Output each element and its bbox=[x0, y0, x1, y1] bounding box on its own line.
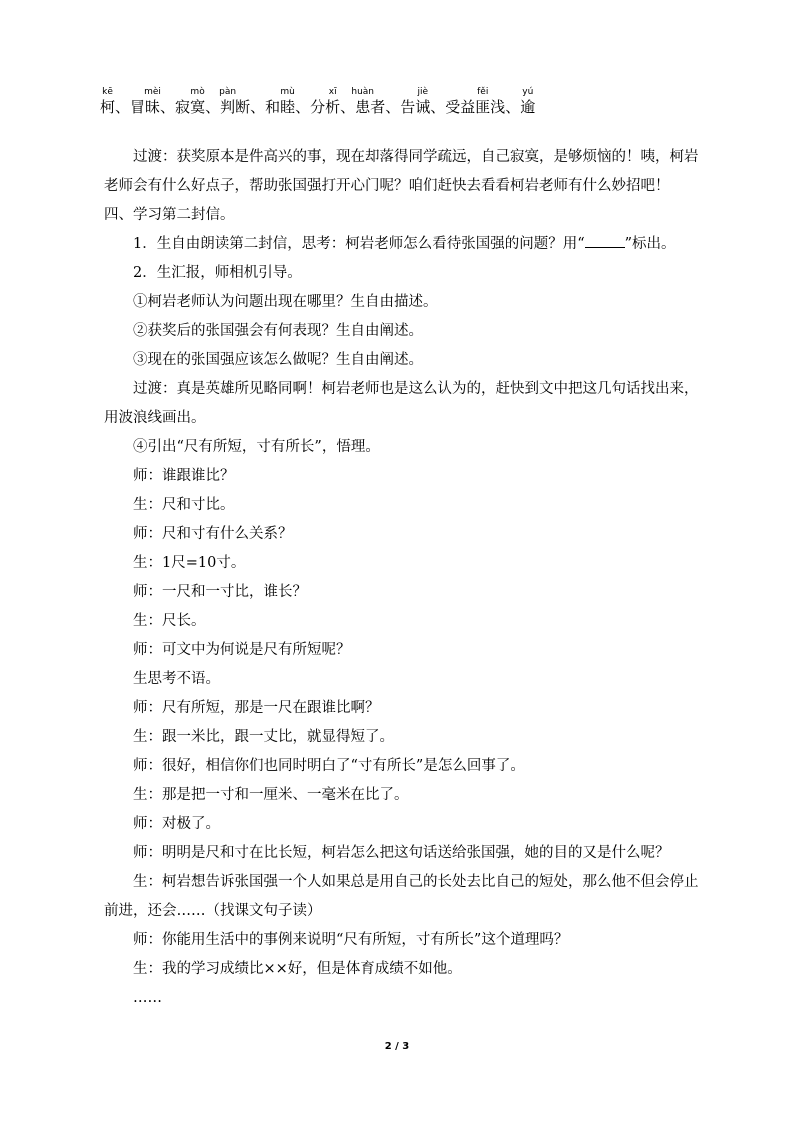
paragraph: 过渡：真是英雄所见略同啊！柯岩老师也是这么认为的，赶快到文中把这几句话找出来，用波浪线画出。 bbox=[104, 381, 699, 426]
vocabulary-text: 、冒 bbox=[115, 98, 146, 116]
vocabulary-text: 、分 bbox=[295, 98, 326, 116]
page-number: 2 / 3 bbox=[384, 1041, 410, 1052]
hanzi-character: 匪 bbox=[475, 98, 491, 116]
annotated-character bbox=[325, 87, 341, 116]
hanzi-character: 逾 bbox=[520, 98, 536, 116]
pinyin-annotation: yú bbox=[522, 87, 534, 97]
paragraph-text: 1．生自由朗读第二封信，思考：柯岩老师怎么看待张国强的问题？用“ bbox=[133, 236, 585, 252]
annotated-character bbox=[415, 87, 431, 116]
paragraph: 四、学习第二封信。 bbox=[104, 207, 235, 223]
paragraph: 生：尺和寸比。 bbox=[133, 497, 235, 513]
pinyin-annotation: jiè bbox=[417, 87, 428, 97]
vocabulary-text: 、 bbox=[205, 98, 221, 116]
vocabulary-text: 、受益 bbox=[430, 98, 476, 116]
hanzi-character: 析 bbox=[325, 98, 341, 116]
hanzi-character: 睦 bbox=[280, 98, 296, 116]
fill-in-blank bbox=[585, 233, 625, 248]
hanzi-character: 患 bbox=[355, 98, 371, 116]
paragraph: 过渡：获奖原本是件高兴的事，现在却落得同学疏远，自己寂寞，是够烦恼的！咦，柯岩老师会有什么好点子，帮助张国强打开心门呢？咱们赶快去看看柯岩老师有什么妙招吧！ bbox=[104, 149, 699, 194]
paragraph: ②获奖后的张国强会有何表现？生自由阐述。 bbox=[133, 323, 423, 339]
paragraph: 师：尺有所短，那是一尺在跟谁比啊？ bbox=[133, 700, 380, 716]
paragraph: …… bbox=[133, 990, 162, 1006]
hanzi-character: 诫 bbox=[415, 98, 431, 116]
paragraph: ①柯岩老师认为问题出现在哪里？生自由描述。 bbox=[133, 294, 438, 310]
annotated-character bbox=[190, 87, 206, 116]
paragraph: 师：谁跟谁比？ bbox=[133, 468, 235, 484]
paragraph: 生：1尺=10寸。 bbox=[133, 555, 246, 571]
annotated-character bbox=[100, 87, 116, 116]
pinyin-annotation: mù bbox=[280, 87, 295, 97]
paragraph: 生思考不语。 bbox=[133, 671, 220, 687]
hanzi-character: 昧 bbox=[145, 98, 161, 116]
pinyin-annotation: pàn bbox=[219, 87, 237, 97]
pinyin-annotation: huàn bbox=[351, 87, 375, 97]
paragraph: 师：尺和寸有什么关系？ bbox=[133, 526, 293, 542]
paragraph: 师：一尺和一寸比，谁长？ bbox=[133, 584, 307, 600]
paragraph: 师：可文中为何说是尺有所短呢？ bbox=[133, 642, 351, 658]
paragraph: 生：柯岩想告诉张国强一个人如果总是用自己的长处去比自己的短处，那么他不但会停止前进，还会……（找课文句子读） bbox=[104, 874, 699, 919]
annotated-character bbox=[475, 87, 491, 116]
pinyin-vocabulary-line bbox=[100, 87, 536, 140]
pinyin-annotation: mèi bbox=[144, 87, 161, 97]
vocabulary-text: 、寂 bbox=[160, 98, 191, 116]
paragraph: 师：对极了。 bbox=[133, 816, 220, 832]
paragraph: 师：你能用生活中的事例来说明“尺有所短，寸有所长”这个道理吗？ bbox=[133, 932, 569, 948]
hanzi-character: 柯 bbox=[100, 98, 116, 116]
paragraph: 师：很好，相信你们也同时明白了“寸有所长”是怎么回事了。 bbox=[133, 758, 525, 774]
vocabulary-text: 断、和 bbox=[235, 98, 281, 116]
vocabulary-text: 浅、 bbox=[490, 98, 521, 116]
pinyin-annotation: xī bbox=[328, 87, 337, 97]
hanzi-character: 判 bbox=[220, 98, 236, 116]
annotated-character bbox=[144, 87, 161, 116]
hanzi-character: 寞 bbox=[190, 98, 206, 116]
paragraph: ④引出“尺有所短，寸有所长”，悟理。 bbox=[133, 439, 380, 455]
paragraph bbox=[104, 230, 704, 259]
annotated-character bbox=[351, 87, 375, 116]
pinyin-annotation: mò bbox=[190, 87, 205, 97]
paragraph: ③现在的张国强应该怎么做呢？生自由阐述。 bbox=[133, 352, 423, 368]
paragraph: 生：我的学习成绩比××好，但是体育成绩不如他。 bbox=[133, 961, 462, 977]
pinyin-annotation: kē bbox=[102, 87, 113, 97]
paragraph: 2．生汇报，师相机引导。 bbox=[133, 265, 302, 281]
vocabulary-text: 、 bbox=[340, 98, 356, 116]
paragraph-text: ”标出。 bbox=[624, 236, 676, 252]
pinyin-annotation: fěi bbox=[477, 87, 489, 97]
document-body bbox=[104, 143, 704, 1013]
annotated-character bbox=[520, 87, 536, 116]
paragraph: 生：尺长。 bbox=[133, 613, 206, 629]
paragraph: 生：那是把一寸和一厘米、一毫米在比了。 bbox=[133, 787, 409, 803]
vocabulary-text: 者、告 bbox=[370, 98, 416, 116]
paragraph: 生：跟一米比，跟一丈比，就显得短了。 bbox=[133, 729, 394, 745]
annotated-character bbox=[280, 87, 296, 116]
paragraph: 师：明明是尺和寸在比长短，柯岩怎么把这句话送给张国强，她的目的又是什么呢？ bbox=[133, 845, 670, 861]
annotated-character bbox=[219, 87, 237, 116]
